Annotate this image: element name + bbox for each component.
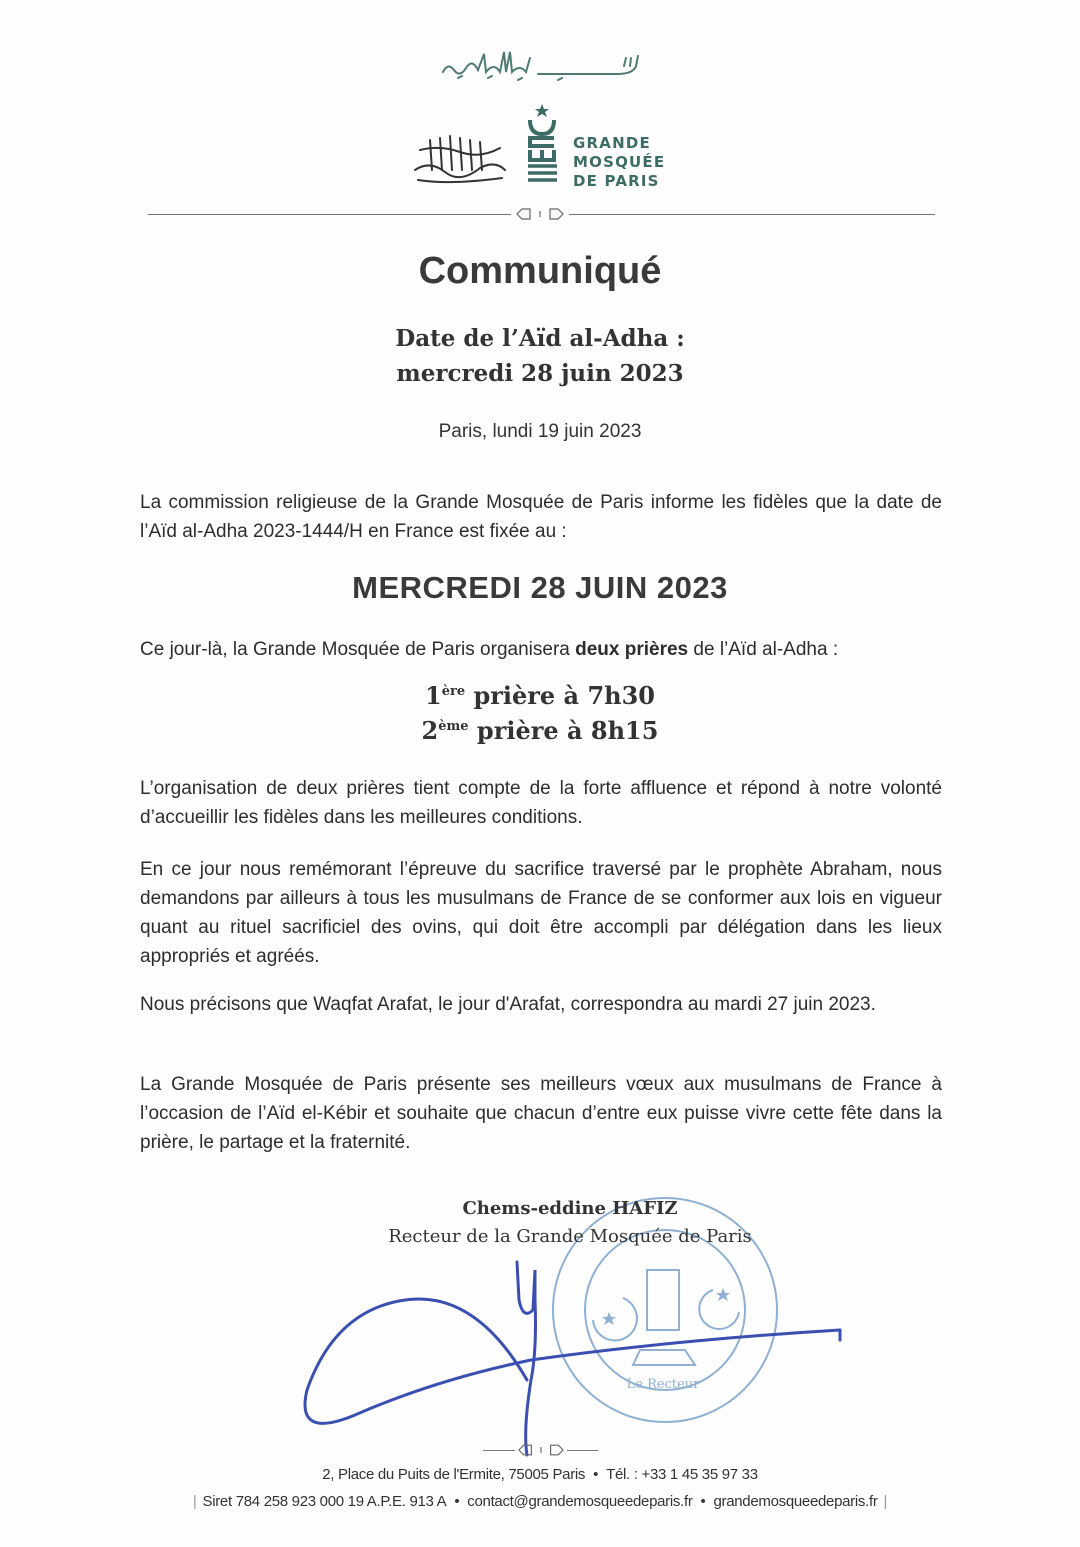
prayer-time-2 bbox=[0, 716, 1080, 745]
logo-line: DE PARIS bbox=[573, 172, 660, 190]
ornament-icon bbox=[516, 1443, 566, 1457]
subtitle-line2: mercredi 28 juin 2023 bbox=[396, 360, 684, 387]
prayer-time-1 bbox=[0, 681, 1080, 710]
footer-email-link[interactable]: contact@grandemosqueedeparis.fr bbox=[467, 1493, 693, 1510]
footer-contact-line bbox=[0, 1466, 1080, 1483]
logo-line: MOSQUÉE bbox=[573, 153, 666, 171]
footer-siret: Siret 784 258 923 000 19 A.P.E. 913 A bbox=[202, 1493, 447, 1510]
separator-pipe: | bbox=[883, 1493, 888, 1510]
arabic-calligraphy-logo-icon bbox=[410, 130, 510, 185]
separator-dot: • bbox=[593, 1466, 599, 1483]
prayers-intro bbox=[140, 635, 942, 664]
announced-date: MERCREDI 28 JUIN 2023 bbox=[352, 570, 728, 605]
organisation-paragraph: L’organisation de deux prières tient compte de la forte affluence et répond à notre volonté d’accueillir les fidèles dans les meilleures conditions. bbox=[140, 778, 942, 828]
page-title: Communiqué bbox=[418, 250, 662, 292]
prayer-ordinal: ère bbox=[441, 684, 466, 699]
footer-website-link[interactable]: grandemosqueedeparis.fr bbox=[713, 1493, 878, 1510]
header-divider bbox=[148, 207, 935, 221]
prayer-text: prière à 8h15 bbox=[468, 716, 659, 745]
prayer-number: 1 bbox=[425, 681, 442, 710]
prayer-ordinal: ème bbox=[438, 719, 469, 734]
logo-line: GRANDE bbox=[573, 134, 651, 152]
footer-legal-line bbox=[0, 1493, 1080, 1510]
prayers-intro-text: de l’Aïd al-Adha : bbox=[688, 639, 839, 660]
signatory-role: Recteur de la Grande Mosquée de Paris bbox=[388, 1226, 752, 1247]
footer-divider bbox=[483, 1443, 598, 1457]
mosque-star-crescent-mark-icon bbox=[525, 102, 560, 184]
separator-dot: • bbox=[700, 1493, 706, 1510]
prayer-number: 2 bbox=[421, 716, 439, 745]
logo-wordmark bbox=[573, 134, 665, 191]
footer-phone: Tél. : +33 1 45 35 97 33 bbox=[606, 1466, 758, 1483]
wishes-paragraph: La Grande Mosquée de Paris présente ses meilleurs vœux aux musulmans de France à l’occasion de l’Aïd el-Kébir et souhaite que chacun d’entre eux puisse vivre cette fête dans la prière, le partage et la fraternité. bbox=[140, 1074, 942, 1153]
prayer-text: prière à 7h30 bbox=[465, 681, 655, 710]
prayers-intro-bold: deux prières bbox=[575, 639, 689, 660]
prayers-intro-text: Ce jour-là, la Grande Mosquée de Paris organisera bbox=[140, 639, 576, 660]
separator-pipe: | bbox=[192, 1493, 197, 1510]
dateline: Paris, lundi 19 juin 2023 bbox=[438, 421, 642, 442]
intro-paragraph: La commission religieuse de la Grande Mosquée de Paris informe les fidèles que la date de l’Aïd al-Adha 2023-1444/H en France est fixée au : bbox=[140, 492, 942, 542]
basmala-calligraphy-icon bbox=[438, 44, 648, 84]
separator-dot: • bbox=[454, 1493, 460, 1510]
ornament-icon bbox=[514, 207, 566, 221]
signatory-name: Chems-eddine HAFIZ bbox=[462, 1198, 678, 1219]
subtitle-line1: Date de l’Aïd al-Adha : bbox=[395, 325, 685, 352]
footer-address: 2, Place du Puits de l'Ermite, 75005 Paris bbox=[322, 1466, 586, 1483]
arafat-paragraph: Nous précisons que Waqfat Arafat, le jour d'Arafat, correspondra au mardi 27 juin 2023. bbox=[140, 994, 876, 1015]
stamp-label: Le Recteur bbox=[626, 1377, 700, 1392]
sacrifice-paragraph: En ce jour nous remémorant l’épreuve du sacrifice traversé par le prophète Abraham, nous demandons par ailleurs à tous les musulmans de France de se conformer aux lois en vigueur quant au rituel sacrificiel des ovins, qui doit être accompli par délégation dans les lieux appropriés et agréés. bbox=[140, 859, 942, 967]
handwritten-signature-icon bbox=[295, 1230, 845, 1460]
